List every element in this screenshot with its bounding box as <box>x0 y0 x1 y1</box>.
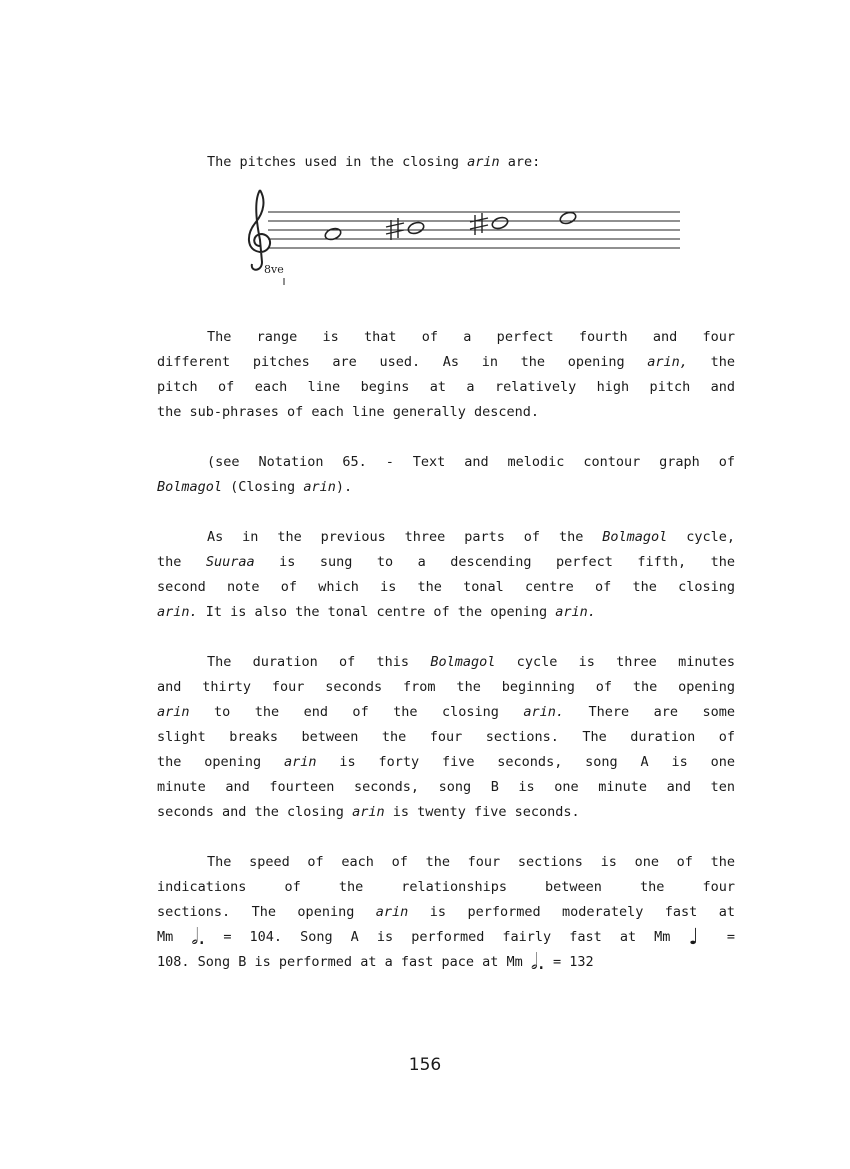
italic-term: Bolmagol <box>602 529 668 545</box>
text-line: (see Notation 65. - Text and melodic contour graph of <box>207 454 735 470</box>
text-line: slight breaks between the four sections. The duration of <box>157 729 735 745</box>
paragraph <box>157 850 735 975</box>
italic-term: arin <box>157 704 190 720</box>
italic-term: arin <box>303 479 336 495</box>
text-line: the Suuraa is sung to a descending perfect fifth, the <box>157 554 735 570</box>
paragraph <box>157 650 735 825</box>
intro-term: arin <box>467 154 500 170</box>
dotted-half-note-icon: 𝅗𝅥. <box>530 950 545 975</box>
text-line: arin to the end of the closing arin. There are some <box>157 704 736 720</box>
italic-term: arin. <box>523 704 565 720</box>
italic-term: arin. <box>555 604 596 620</box>
text-line: indications of the relationships between the four <box>157 879 735 895</box>
text-line: The speed of each of the four sections is one of the <box>207 854 735 870</box>
text-line: As in the previous three parts of the Bolmagol cycle, <box>207 529 735 545</box>
note-3 <box>491 216 509 231</box>
intro-text: The pitches used in the closing <box>207 154 468 170</box>
italic-term: Bolmagol <box>430 654 496 670</box>
music-staff <box>238 180 688 290</box>
treble-clef-icon <box>249 190 270 270</box>
clef-octave-marking: 8ve <box>264 263 284 276</box>
text-line: arin. It is also the tonal centre of the opening arin. <box>157 604 596 620</box>
text-line: the opening arin is forty five seconds, song A is one <box>157 754 735 770</box>
text-line: The range is that of a perfect fourth and four <box>207 329 735 345</box>
italic-term: arin <box>283 754 317 770</box>
italic-term: arin <box>375 904 409 920</box>
paragraph <box>157 525 735 625</box>
text-line: Bolmagol (Closing arin). <box>157 479 353 495</box>
text-line: pitch of each line begins at a relatively high pitch and <box>157 379 735 395</box>
text-line: different pitches are used. As in the opening arin, the <box>157 354 736 370</box>
paragraph <box>157 325 735 425</box>
text-line: 108. Song B is performed at a fast pace at Mm 𝅗𝅥. = 132 <box>157 950 594 975</box>
text-line: sections. The opening arin is performed moderately fast at <box>157 904 735 920</box>
text-line: The duration of this Bolmagol cycle is three minutes <box>207 654 735 670</box>
italic-term: Bolmagol <box>157 479 223 495</box>
text-line: second note of which is the tonal centre of the closing <box>157 579 735 595</box>
intro-line <box>207 150 540 175</box>
note-2 <box>407 221 425 236</box>
italic-term: arin <box>352 804 385 820</box>
dotted-half-note-icon: 𝅗𝅥. <box>191 925 206 950</box>
sharp-icon <box>470 213 488 235</box>
paragraph <box>157 450 735 500</box>
quarter-note-icon: ♩ <box>688 925 709 950</box>
italic-term: Suuraa <box>205 554 255 570</box>
text-line: and thirty four seconds from the beginning of the opening <box>157 679 735 695</box>
text-line: the sub-phrases of each line generally descend. <box>157 404 540 420</box>
intro-tail: are: <box>499 154 541 170</box>
note-4 <box>559 211 577 226</box>
text-line: minute and fourteen seconds, song B is one minute and ten <box>157 779 735 795</box>
italic-term: arin. <box>157 604 198 620</box>
italic-term: arin, <box>647 354 688 370</box>
text-line: seconds and the closing arin is twenty five seconds. <box>157 804 580 820</box>
text-line: Mm 𝅗𝅥. = 104. Song A is performed fairly fast at Mm ♩ = <box>157 925 735 950</box>
page-number: 156 <box>408 1055 442 1075</box>
